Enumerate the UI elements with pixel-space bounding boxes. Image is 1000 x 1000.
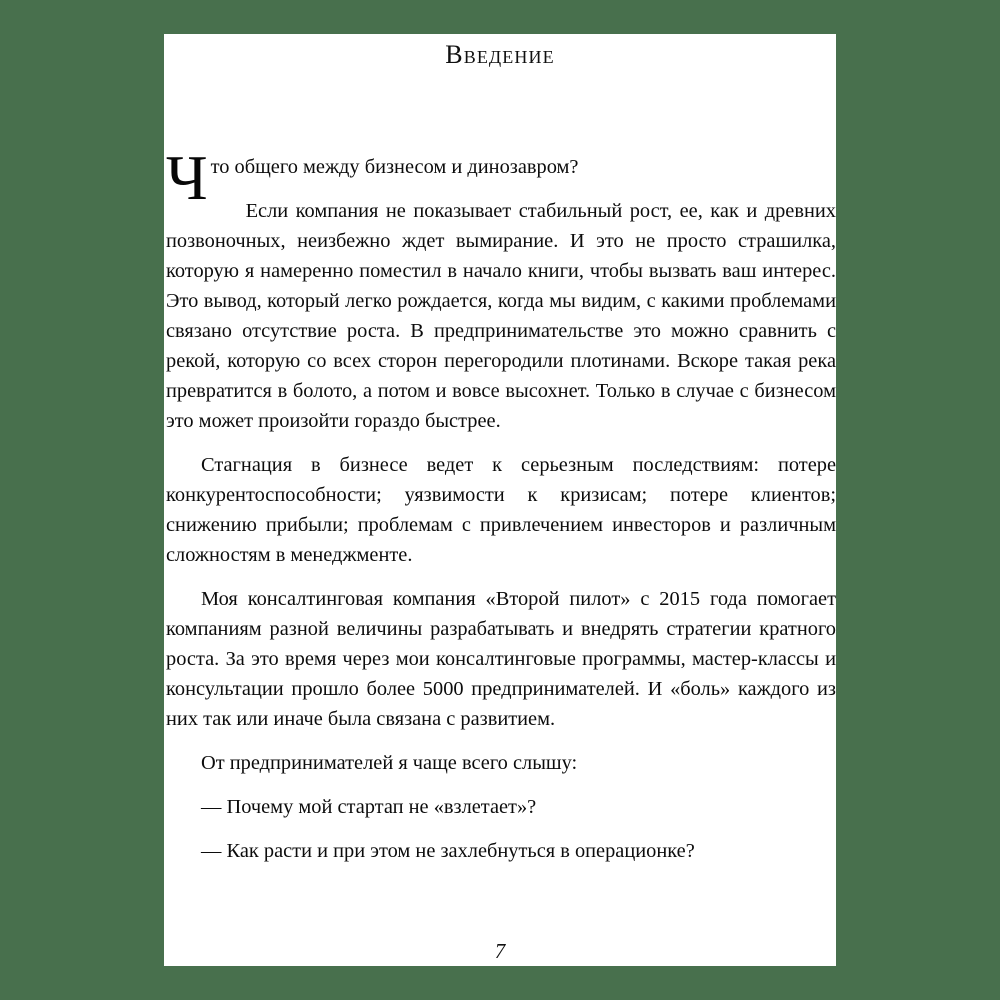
chapter-title: Введение xyxy=(445,40,555,69)
paragraph-1: Если компания не показывает стабильный рост, ее, как и древних позвоночных, неизбежно ждет вымирание. И это не просто страшилка, которую я намеренно поместил в начало книги, чтобы вызвать ваш интерес. Это вывод, который легко рождается, когда мы видим, с какими проблемами связано отсутствие роста. В предпринимательстве это можно сравнить с рекой, которую со всех сторон перегородили плотинами. Вскоре такая река превратится в болото, а потом и вовсе высохнет. Только в случае с бизнесом это может произойти гораздо быстрее. xyxy=(166,200,836,432)
paragraph-4: От предпринимателей я чаще всего слышу: xyxy=(201,752,578,774)
drop-cap: Ч xyxy=(166,142,208,213)
paragraph-2: Стагнация в бизнесе ведет к серьезным последствиям: потере конкурентоспособности; уязвимости к кризисам; потере клиентов; снижению прибыли; проблемам с привлечением инвесторов и различным сложностям в менеджменте. xyxy=(166,454,836,566)
book-page xyxy=(164,34,836,966)
question-item-1: — Почему мой стартап не «взлетает»? xyxy=(201,796,537,818)
body-text-column xyxy=(166,142,836,866)
opening-paragraph xyxy=(166,142,836,213)
question-item-2: — Как расти и при этом не захлебнуться в операционке? xyxy=(201,840,695,862)
paragraph-3: Моя консалтинговая компания «Второй пилот» с 2015 года помогает компаниям разной величины разрабатывать и внедрять стратегии кратного роста. За это время через мои консалтинговые программы, мастер-классы и консультации прошло более 5000 предпринимателей. И «боль» каждого из них так или иначе была связана с развитием. xyxy=(166,588,836,730)
opening-question-text: то общего между бизнесом и динозавром? xyxy=(210,156,579,178)
page-number: 7 xyxy=(494,939,506,963)
